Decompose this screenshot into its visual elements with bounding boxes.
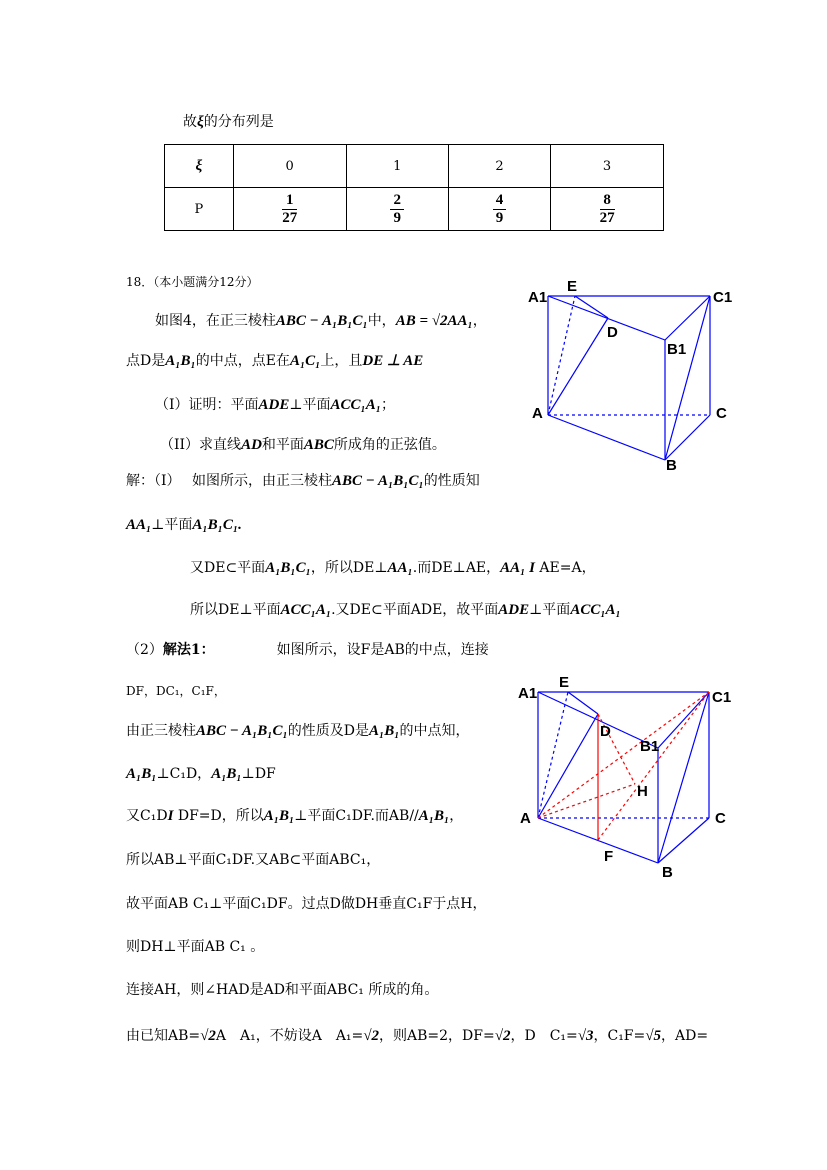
- edge-b1c1: [658, 692, 709, 748]
- solution-line-4: 所以DE⊥平面ACC₁A₁.又DE⊂平面ADE，故平面ADE⊥平面ACC₁A₁: [190, 602, 621, 618]
- table-cell: [551, 188, 664, 231]
- label-h: H: [637, 783, 648, 800]
- solution-line-2: AA₁⊥平面A₁B₁C₁.: [126, 517, 242, 533]
- fraction: $\frac{8}{27}$: [599, 191, 615, 226]
- label-a1: A1: [528, 289, 548, 306]
- solution-line-7: 由正三棱柱ABC − A₁B₁C₁的性质及D是A₁B₁的中点知，: [126, 723, 470, 739]
- solution-line-5: （2）解法1： 如图所示，设F是AB的中点，连接: [126, 642, 489, 658]
- label-b1: B1: [640, 738, 660, 755]
- label-b: B: [666, 457, 677, 474]
- table-cell: [448, 188, 550, 231]
- label-f: F: [604, 848, 614, 865]
- table-cell: P: [165, 188, 234, 231]
- solution-line-6: DF，DC₁，C₁F，: [126, 684, 226, 698]
- edge-bc: [658, 818, 709, 863]
- table-cell: [346, 188, 448, 231]
- fraction: $\frac{2}{9}$: [390, 192, 404, 227]
- label-a: A: [520, 810, 531, 827]
- intro-line: [183, 112, 274, 132]
- label-b1: B1: [667, 341, 687, 358]
- question-part-2: （II）求直线AD和平面ABC所成角的正弦值。: [160, 437, 446, 453]
- solution-line-1: 解：（I） 如图所示，由正三棱柱ABC − A₁B₁C₁的性质知: [126, 473, 480, 489]
- edge-ab: [548, 415, 665, 460]
- solution-line-10: 所以AB⊥平面C₁DF.又AB⊂平面ABC₁，: [126, 852, 381, 868]
- label-a: A: [532, 405, 543, 422]
- distribution-table: [164, 144, 664, 231]
- table-cell: ξ: [165, 145, 234, 188]
- prism-figure-2: [510, 668, 750, 883]
- solution-line-11: 故平面AB C₁⊥平面C₁DF。过点D做DH垂直C₁F于点H，: [126, 896, 487, 912]
- segment-ad: [538, 714, 598, 818]
- table-cell: 3: [551, 145, 664, 188]
- segment-bc1: [658, 692, 709, 863]
- table-cell: 0: [233, 145, 346, 188]
- segment-ah: [538, 784, 635, 818]
- label-c: C: [715, 810, 726, 827]
- question-part-1: （I）证明：平面ADE⊥平面ACC₁A₁；: [155, 397, 396, 413]
- segment-de: [568, 692, 598, 714]
- solution-line-12: 则DH⊥平面AB C₁ 。: [126, 939, 265, 955]
- solution-line-13: 连接AH，则∠HAD是AD和平面ABC₁ 所成的角。: [126, 982, 439, 998]
- segment-ae-hidden: [548, 296, 575, 415]
- intro-suffix: 的分布列是: [203, 114, 274, 130]
- label-d: D: [607, 324, 618, 341]
- segment-bc1: [665, 296, 710, 460]
- label-c1: C1: [712, 689, 732, 706]
- intro-prefix: 故: [183, 114, 197, 130]
- table-row: [165, 188, 664, 231]
- segment-ad: [548, 318, 608, 415]
- question-title: 18．（本小题满分12分）: [126, 275, 259, 289]
- edge-b1c1: [665, 296, 710, 340]
- table-cell: 1: [346, 145, 448, 188]
- question-line-1: 如图4，在正三棱柱ABC − A₁B₁C₁中，AB = √2AA₁，: [155, 313, 487, 329]
- table-cell: 2: [448, 145, 550, 188]
- xi-symbol: ξ: [197, 114, 204, 130]
- label-c1: C1: [713, 289, 733, 306]
- label-a1: A1: [518, 685, 538, 702]
- label-d: D: [600, 723, 611, 740]
- segment-de: [575, 296, 608, 318]
- label-e: E: [559, 674, 570, 691]
- table-cell: [233, 188, 346, 231]
- label-e: E: [567, 278, 578, 295]
- label-c: C: [716, 405, 727, 422]
- fraction: $\frac{4}{9}$: [493, 192, 507, 227]
- table-row: [165, 145, 664, 188]
- solution-line-3: 又DE⊂平面A₁B₁C₁，所以DE⊥AA₁.而DE⊥AE，AA₁ I AE=A，: [190, 560, 596, 576]
- solution-line-14: 由已知AB=√2A A₁，不妨设A A₁=√2，则AB=2，DF=√2，D C₁=√3，C₁F=√5，AD=: [126, 1028, 709, 1044]
- prism-figure-1: [520, 270, 750, 480]
- fraction: $\frac{1}{27}$: [282, 191, 298, 226]
- solution-line-9: 又C₁DI DF=D，所以A₁B₁⊥平面C₁DF.而AB//A₁B₁，: [126, 808, 464, 824]
- label-b: B: [662, 864, 673, 881]
- question-line-2: 点D是A₁B₁的中点，点E在A₁C₁上，且DE ⊥ AE: [126, 353, 424, 369]
- solution-line-8: A₁B₁⊥C₁D，A₁B₁⊥DF: [126, 766, 276, 782]
